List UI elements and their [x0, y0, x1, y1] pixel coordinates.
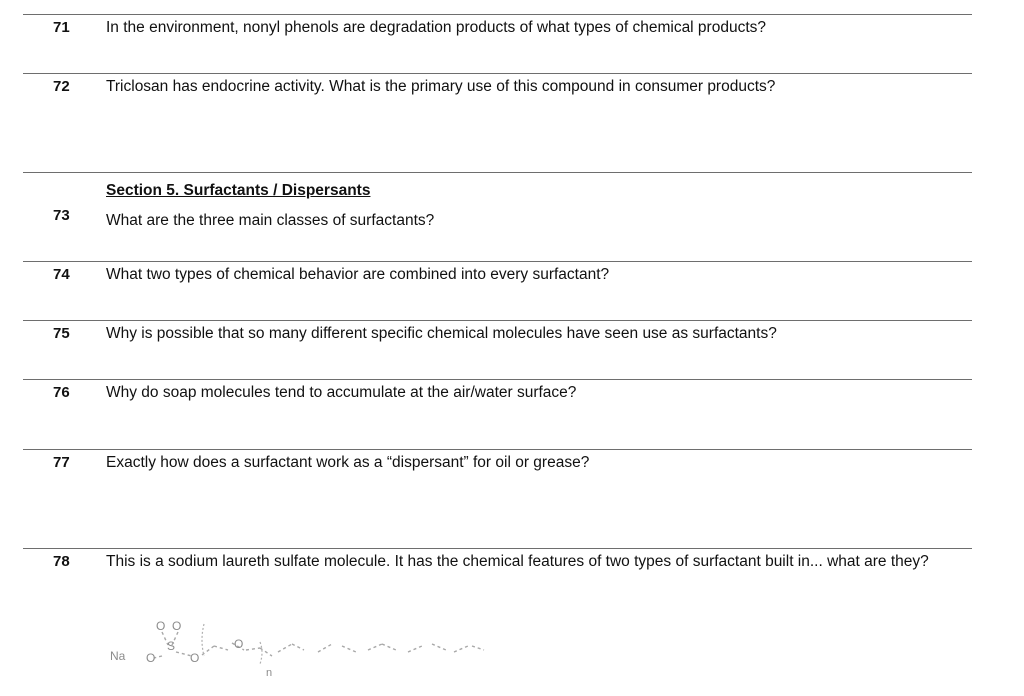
question-number: 71	[53, 19, 70, 36]
question-text: What two types of chemical behavior are combined into every surfactant?	[106, 266, 610, 283]
question-text: In the environment, nonyl phenols are degradation products of what types of chemical products?	[106, 19, 767, 36]
divider	[23, 320, 972, 321]
question-text: What are the three main classes of surfactants?	[106, 212, 435, 229]
sodium-laureth-sulfate-structure	[106, 612, 498, 680]
divider	[23, 14, 972, 15]
oxygen-label: O	[234, 637, 244, 651]
divider	[23, 261, 972, 262]
oxygen-label: O	[190, 651, 200, 665]
question-text: Exactly how does a surfactant work as a “dispersant” for oil or grease?	[106, 454, 590, 471]
oxygen-label: O	[146, 651, 156, 665]
question-number: 78	[53, 553, 70, 570]
divider	[23, 379, 972, 380]
repeat-count-label: n	[266, 667, 273, 679]
question-number: 77	[53, 454, 70, 471]
question-text: Why do soap molecules tend to accumulate at the air/water surface?	[106, 384, 577, 401]
question-text: This is a sodium laureth sulfate molecule. It has the chemical features of two types of surfactant built in... what are they?	[106, 553, 929, 570]
divider	[23, 548, 972, 549]
question-text: Why is possible that so many different specific chemical molecules have seen use as surfactants?	[106, 325, 777, 342]
section-heading: Section 5. Surfactants / Dispersants	[106, 182, 371, 199]
oxygen-label: O	[156, 619, 166, 633]
question-number: 75	[53, 325, 70, 342]
question-number: 72	[53, 78, 70, 95]
question-number: 73	[53, 207, 70, 224]
divider	[23, 73, 972, 74]
sodium-label: Na	[110, 649, 126, 663]
question-number: 74	[53, 266, 70, 283]
divider	[23, 449, 972, 450]
oxygen-label: O	[172, 619, 182, 633]
question-number: 76	[53, 384, 70, 401]
divider	[23, 172, 972, 173]
sulfur-label: S	[167, 639, 176, 653]
question-text: Triclosan has endocrine activity. What is the primary use of this compound in consumer products?	[106, 78, 776, 95]
